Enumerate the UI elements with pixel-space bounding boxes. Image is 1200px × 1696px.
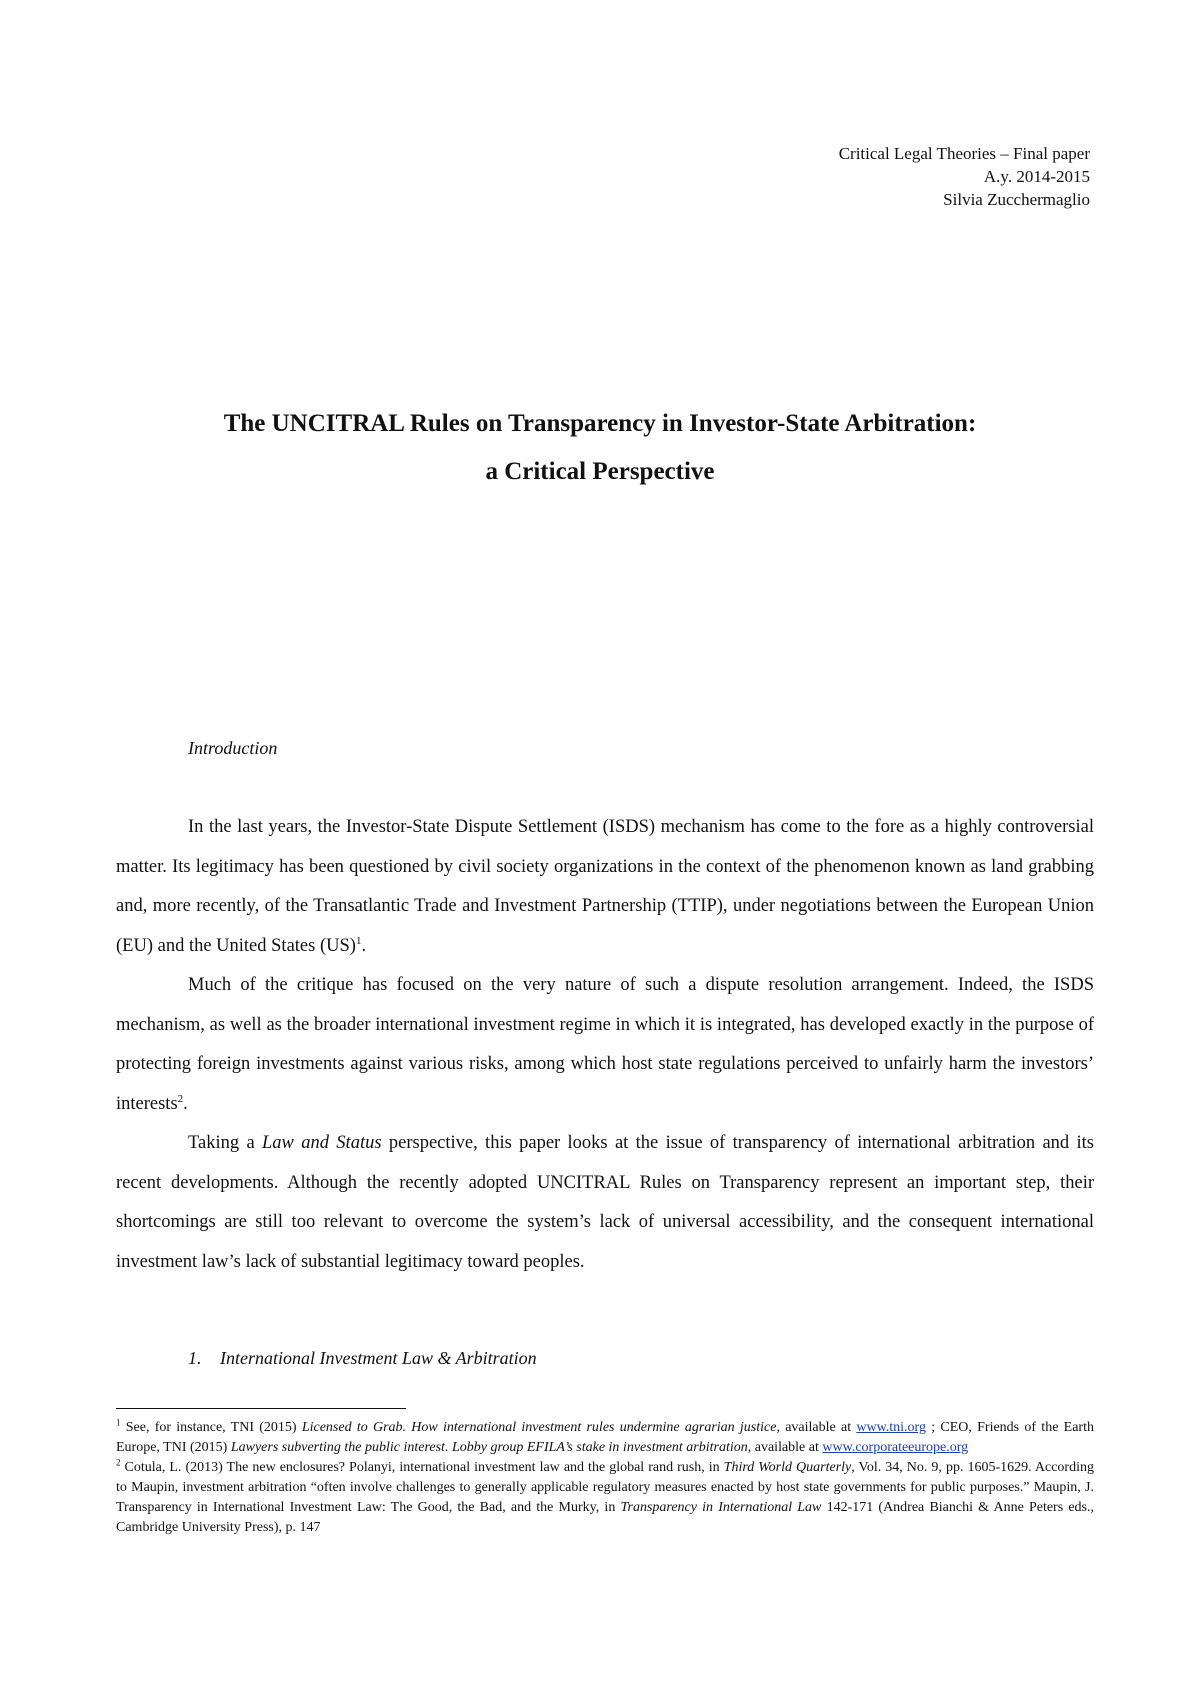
paragraph <box>116 966 1094 1124</box>
paragraph-text: In the last years, the Investor-State Dispute Settlement (ISDS) mechanism has come to the fore as a highly controversial matter. Its legitimacy has been questioned by civil society organizations in the context of the phenomenon known as land grabbing and, more recently, of the Transatlantic Trade and Investment Partnership (TTIP), under negotiations between the European Union (EU) and the United States (US) <box>116 817 1094 956</box>
paragraph <box>116 808 1094 966</box>
footnote-book: Transparency in International Law <box>620 1500 822 1515</box>
paragraph-text: Taking a <box>188 1133 262 1153</box>
paragraph <box>116 1124 1094 1282</box>
section-number: 1. <box>188 1348 202 1368</box>
paragraph-end: . <box>361 935 367 956</box>
course-line: Critical Legal Theories – Final paper <box>838 144 1090 163</box>
title-line-1: The UNCITRAL Rules on Transparency in Investor-State Arbitration: <box>223 410 977 437</box>
footnote-separator <box>116 1408 406 1409</box>
footnote-journal: Third World Quarterly <box>723 1460 852 1475</box>
footnote-marker[interactable]: 2 <box>177 1092 184 1105</box>
footnote-text: See, for instance, TNI (2015) <box>120 1420 302 1435</box>
corporateeurope-link[interactable]: www.corporateeurope.org <box>822 1440 969 1455</box>
emphasis-text: Law and Status <box>262 1133 382 1153</box>
paragraph-text: perspective, this paper looks at the issue of transparency of international arbitration and its recent developments. Although the recently adopted UNCITRAL Rules on Transparency represent an important step, their shortcomings are still too relevant to overcome the system’s lack of universal accessibility, and the consequent international investment law’s lack of substantial legitimacy toward peoples. <box>116 1133 1094 1272</box>
title-line-2: a Critical Perspective <box>485 458 715 485</box>
footnote-text: 142-171 (Andrea Bianchi & Anne Peters eds., Cambridge University Press), p. 147 <box>116 1500 1094 1535</box>
footnote-number: 1 <box>116 1417 121 1428</box>
section-title: International Investment Law & Arbitration <box>220 1348 537 1368</box>
academic-year: A.y. 2014-2015 <box>983 167 1090 186</box>
footnote-text: ; CEO, Friends of the Earth Europe, TNI (2015) <box>116 1420 1094 1455</box>
footnote-text: Cotula, L. (2013) The new enclosures? Polanyi, international investment law and the global rand rush, in <box>120 1460 724 1475</box>
footnote-text: , Vol. 34, No. 9, pp. 1605-1629. According to Maupin, investment arbitration “often involve challenges to generally applicable regulatory measures enacted by host state governments for public purposes.” Maupin, J. Transparency in International Investment Law: The Good, the Bad, and the Murky, in <box>116 1460 1094 1515</box>
footnote-title: Lawyers subverting the public interest. Lobby group EFILA’s stake in investment arbitration <box>230 1440 748 1455</box>
footnote-2 <box>116 1458 1094 1538</box>
section-1-heading <box>188 1348 537 1369</box>
footnote-marker[interactable]: 1 <box>355 934 362 947</box>
paragraph-text: Much of the critique has focused on the very nature of such a dispute resolution arrangement. Indeed, the ISDS mechanism, as well as the broader international investment regime in which it is integrated, has developed exactly in the purpose of protecting foreign investments against various risks, among which host state regulations perceived to unfairly harm the investors’ interests <box>116 975 1094 1114</box>
footnotes <box>116 1418 1094 1538</box>
footnote-1 <box>116 1418 1094 1458</box>
introduction-body <box>116 808 1094 1282</box>
paper-title <box>120 400 1080 496</box>
footnote-text: , available at <box>776 1420 857 1435</box>
footnote-text: , available at <box>747 1440 823 1455</box>
footnote-number: 2 <box>116 1457 121 1468</box>
tni-link[interactable]: www.tni.org <box>856 1420 926 1435</box>
footnote-title: Licensed to Grab. How international investment rules undermine agrarian justice <box>301 1420 777 1435</box>
paragraph-end: . <box>183 1093 188 1114</box>
paper-header <box>839 142 1090 211</box>
introduction-heading: Introduction <box>188 738 278 758</box>
author-name: Silvia Zucchermaglio <box>943 190 1090 209</box>
